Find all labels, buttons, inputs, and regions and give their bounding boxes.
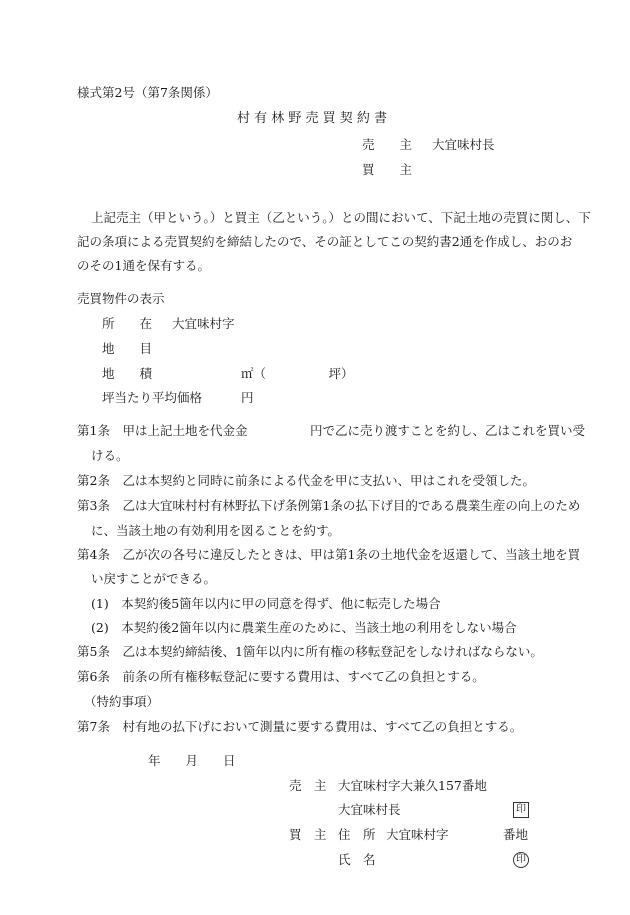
seller-seal-mark: 印 <box>513 802 529 818</box>
special-provisions-heading: （特約事項） <box>84 694 160 709</box>
signature-seller-label: 売 主 <box>289 778 327 793</box>
land-area-unit: ㎡（ 坪） <box>241 366 354 381</box>
property-heading: 売買物件の表示 <box>77 291 165 306</box>
signature-seller-name: 大宜味村長 <box>338 802 401 817</box>
article-3-line-2: に、当該土地の有効利用を図ることを約す。 <box>91 523 341 538</box>
buyer-name-label: 氏 名 <box>338 852 376 867</box>
article-1-line-2: ける。 <box>91 448 129 463</box>
land-area-label: 地 積 <box>102 366 153 381</box>
article-4-item-2: (2) 本契約後2箇年以内に農業生産のために、当該土地の利用をしない場合 <box>91 620 517 635</box>
signature-buyer-label: 買 主 <box>289 827 327 842</box>
article-2: 第2条 乙は本契約と同時に前条による代金を甲に支払い、甲はこれを受領した。 <box>77 473 535 488</box>
article-6: 第6条 前条の所有権移転登記に要する費用は、すべて乙の負担とする。 <box>77 669 485 684</box>
location-label: 所 在 <box>102 316 153 331</box>
header-seller-label: 売 主 <box>362 137 413 152</box>
buyer-seal-mark: 印 <box>513 852 529 868</box>
intro-line-1: 上記売主（甲という。）と買主（乙という。）との間において、下記土地の売買に関し、下 <box>91 210 591 225</box>
header-seller-value: 大宜味村長 <box>432 137 495 152</box>
intro-line-2: 記の条項による売買契約を締結したので、その証としてこの契約書2通を作成し、おのお <box>77 234 573 249</box>
article-7: 第7条 村有地の払下げにおいて測量に要する費用は、すべて乙の負担とする。 <box>77 719 523 734</box>
buyer-address-label: 住 所 <box>338 827 376 842</box>
article-4-line-1: 第4条 乙が次の各号に違反したときは、甲は第1条の土地代金を返還して、当該土地を買 <box>77 547 581 562</box>
form-number-label: 様式第2号（第7条関係） <box>77 85 218 100</box>
signature-seller-address: 大宜味村字大兼久157番地 <box>338 778 487 793</box>
document-title: 村 有 林 野 売 買 契 約 書 <box>237 111 388 126</box>
article-1-line-1: 第1条 甲は上記土地を代金金 円で乙に売り渡すことを約し、乙はこれを買い受 <box>77 423 585 438</box>
intro-line-3: のその1通を保有する。 <box>77 258 210 273</box>
price-per-tsubo-label: 坪当たり平均価格 <box>102 390 203 405</box>
article-5: 第5条 乙は本契約締結後、1箇年以内に所有権の移転登記をしなければならない。 <box>77 644 543 659</box>
buyer-lot-suffix: 番地 <box>503 827 529 842</box>
land-category-label: 地 目 <box>102 341 153 356</box>
price-unit: 円 <box>241 390 254 405</box>
buyer-address-value: 大宜味村字 <box>386 827 449 842</box>
article-4-line-2: い戻すことができる。 <box>91 571 217 586</box>
article-4-item-1: (1) 本契約後5箇年以内に甲の同意を得ず、他に転売した場合 <box>91 596 441 611</box>
contract-date: 年 月 日 <box>148 753 236 768</box>
header-buyer-label: 買 主 <box>362 162 413 177</box>
location-value: 大宜味村字 <box>172 316 235 331</box>
article-3-line-1: 第3条 乙は大宜味村村有林野払下げ条例第1条の払下げ目的である農業生産の向上のため <box>77 498 581 513</box>
